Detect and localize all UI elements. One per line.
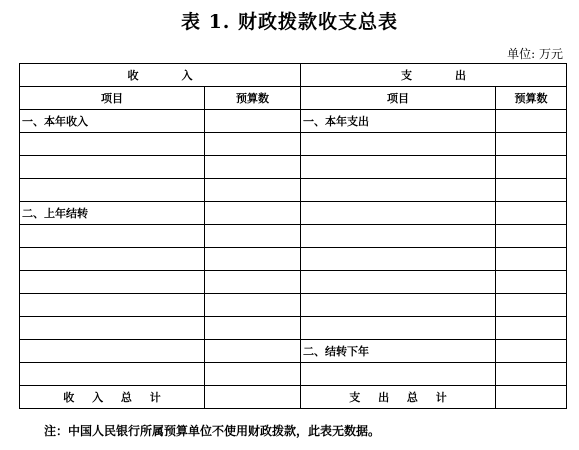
expense-item-cell — [301, 363, 496, 386]
unit-label: 单位: 万元 — [507, 47, 563, 61]
income-total-value — [205, 386, 301, 409]
expense-item-cell — [301, 248, 496, 271]
income-budget-cell — [205, 179, 301, 202]
income-budget-cell — [205, 317, 301, 340]
income-item-cell — [20, 340, 205, 363]
expense-budget-header: 预算数 — [496, 87, 567, 110]
income-budget-cell — [205, 271, 301, 294]
table-row — [20, 110, 567, 133]
column-header-row — [20, 87, 567, 110]
table-row — [20, 340, 567, 363]
table-row — [20, 156, 567, 179]
income-total-label: 收 入 总 计 — [20, 386, 205, 409]
table-row — [20, 225, 567, 248]
expense-total-value — [496, 386, 567, 409]
income-budget-cell — [205, 294, 301, 317]
expense-budget-cell — [496, 202, 567, 225]
footnote: 注：中国人民银行所属预算单位不使用财政拨款，此表无数据。 — [44, 424, 381, 438]
expense-item-header: 项目 — [301, 87, 496, 110]
expense-budget-cell — [496, 110, 567, 133]
income-budget-cell — [205, 340, 301, 363]
expense-budget-cell — [496, 248, 567, 271]
expense-budget-cell — [496, 363, 567, 386]
income-budget-cell — [205, 202, 301, 225]
table-row — [20, 248, 567, 271]
expense-item-cell — [301, 156, 496, 179]
income-item-cell — [20, 225, 205, 248]
table-row — [20, 317, 567, 340]
expense-budget-cell — [496, 271, 567, 294]
expense-budget-cell — [496, 317, 567, 340]
income-budget-cell — [205, 248, 301, 271]
income-item-cell — [20, 248, 205, 271]
income-item-header: 项目 — [20, 87, 205, 110]
expense-budget-cell — [496, 294, 567, 317]
expense-item-cell — [301, 225, 496, 248]
section-header-row — [20, 64, 567, 87]
expense-item-cell — [301, 133, 496, 156]
expense-budget-cell — [496, 225, 567, 248]
income-item-cell — [20, 271, 205, 294]
income-item-cell — [20, 317, 205, 340]
expense-total-label: 支 出 总 计 — [301, 386, 496, 409]
table-title: 表 1. 财政拨款收支总表 — [180, 11, 399, 33]
table-row — [20, 179, 567, 202]
income-budget-header: 预算数 — [205, 87, 301, 110]
expense-budget-cell — [496, 179, 567, 202]
income-budget-cell — [205, 110, 301, 133]
expense-item-cell — [301, 271, 496, 294]
income-item-cell — [20, 156, 205, 179]
income-item-cell — [20, 363, 205, 386]
income-item-cell — [20, 179, 205, 202]
income-item-cell — [20, 133, 205, 156]
expense-item-cell: 二、结转下年 — [301, 340, 496, 363]
expense-item-cell — [301, 294, 496, 317]
expense-budget-cell — [496, 340, 567, 363]
expense-item-cell — [301, 317, 496, 340]
income-item-cell — [20, 294, 205, 317]
income-item-cell: 一、本年收入 — [20, 110, 205, 133]
income-item-cell: 二、上年结转 — [20, 202, 205, 225]
expense-item-cell — [301, 179, 496, 202]
income-section-header: 收 入 — [20, 64, 301, 87]
totals-row — [20, 386, 567, 409]
income-budget-cell — [205, 156, 301, 179]
expense-item-cell: 一、本年支出 — [301, 110, 496, 133]
budget-table — [19, 63, 567, 409]
expense-item-cell — [301, 202, 496, 225]
income-budget-cell — [205, 133, 301, 156]
expense-budget-cell — [496, 156, 567, 179]
expense-budget-cell — [496, 133, 567, 156]
table-row — [20, 271, 567, 294]
table-row — [20, 294, 567, 317]
table-row — [20, 202, 567, 225]
income-budget-cell — [205, 363, 301, 386]
expense-section-header: 支 出 — [301, 64, 567, 87]
table-row — [20, 363, 567, 386]
table-row — [20, 133, 567, 156]
income-budget-cell — [205, 225, 301, 248]
